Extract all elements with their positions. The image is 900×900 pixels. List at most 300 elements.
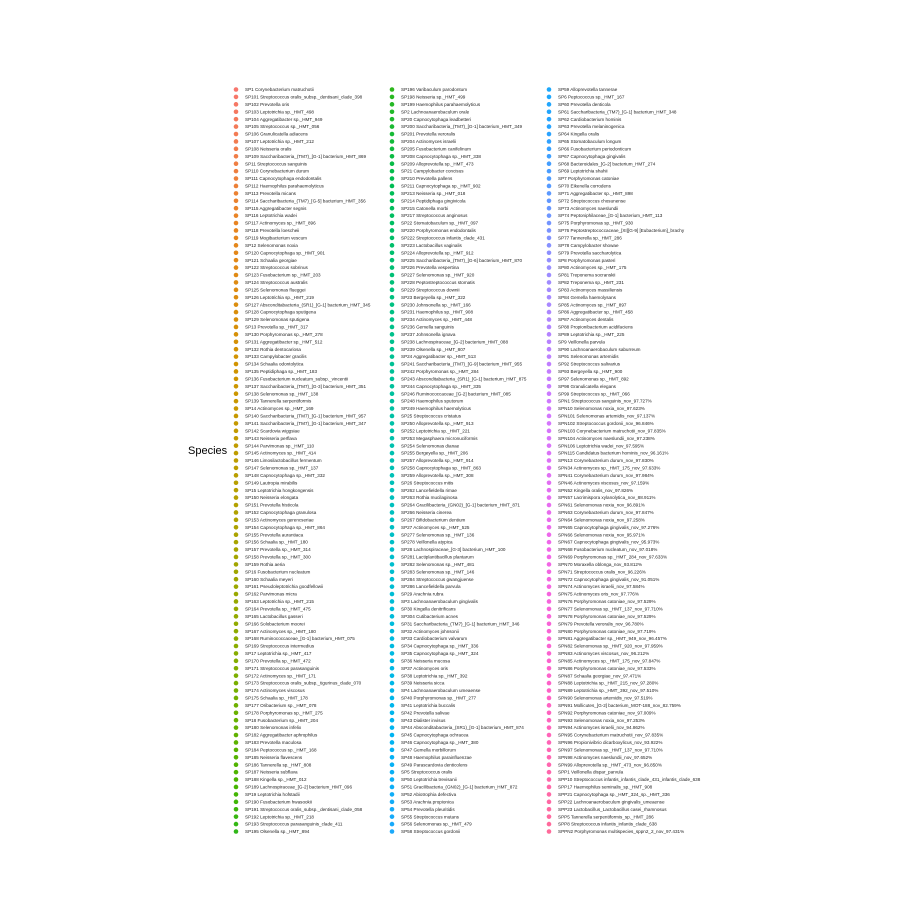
legend-key-dot [547,243,552,248]
legend-label: SP205 Fusobacterium canifelinum [401,146,471,152]
legend-key-dot [234,429,239,434]
legend-label: SP143 Neisseria perflava [245,435,297,441]
legend-label: SPN104 Actinomyces naeslundii_nov_97.238% [558,435,655,441]
legend-label: SP98 Granulicatella elegans [558,383,616,389]
legend-key-dot [234,102,239,107]
legend-key-dot [234,473,239,478]
legend-key-dot [547,258,552,263]
legend-label: SP7 Porphyromonas catoniae [558,176,620,182]
legend-key-dot [390,191,395,196]
legend-label: SPN66 Selenomonas noxia_nov_95.971% [558,532,645,538]
legend-key-dot [234,740,239,745]
legend-label: SP114 Saccharibacteria_(TM7)_[G-5] bacterium_HMT_356 [245,198,366,204]
legend-label: SP209 Alloprevotella sp._HMT_473 [401,161,474,167]
legend-key-dot [547,770,552,775]
legend-label: SP164 Prevotella sp._HMT_475 [245,606,311,612]
legend-key-dot [390,436,395,441]
legend-key-dot [390,369,395,374]
legend-label: SP24 Aggregatibacter sp._HMT_513 [401,354,476,360]
legend-key-dot [234,243,239,248]
legend-label: SPN92 Porphyromonas catoniae_nov_97.009% [558,710,656,716]
legend-key-dot [234,644,239,649]
legend-label: SP37 Actinomyces oris [401,665,448,671]
legend-key-dot [547,740,552,745]
legend-label: SP112 Haemophilus parahaemolyticus [245,183,324,189]
legend-key-dot [390,347,395,352]
legend-label: SP59 Alloprevotella tannerae [558,87,618,93]
legend-key-dot [390,199,395,204]
legend-key-dot [390,688,395,693]
legend-label: SP217 Streptococcus anginosus [401,213,468,219]
legend-label: SP230 Johnsonella sp._HMT_166 [401,302,471,308]
legend-label: SP15 Leptotrichia hongkongensis [245,487,314,493]
legend-key-dot [547,399,552,404]
legend-key-dot [547,213,552,218]
legend-key-dot [234,414,239,419]
legend-label: SP30 Kingella denitrificans [401,606,456,612]
legend-key-dot [234,703,239,708]
legend-label: SP64 Kingella oralis [558,131,600,137]
legend-key-dot [390,547,395,552]
legend-key-dot [390,87,395,92]
legend-label: SP107 Leptotrichia sp._HMT_212 [245,139,314,145]
legend-label: SP189 Lachnospiraceae_[G-2] bacterium_HMT_096 [245,784,352,790]
legend-label: SP60 Prevotella denticola [558,101,611,107]
legend-key-dot [390,762,395,767]
legend-key-dot [234,525,239,530]
legend-label: SP166 Solobacterium moorei [245,621,305,627]
legend-label: SP87 Actinomyces dentalis [558,317,614,323]
legend-label: SPN102 Streptococcus gordonii_nov_96.846% [558,421,654,426]
legend-key-dot [390,584,395,589]
legend-label: SP187 Neisseria subflava [245,769,298,775]
legend-key-dot [547,443,552,448]
legend-key-dot [234,354,239,359]
legend-key-dot [547,555,552,560]
legend-label: SPN74 Actinomyces israelii_nov_97.584% [558,584,645,590]
legend-label: SP131 Aggregatibacter sp._HMT_512 [245,339,323,345]
legend-key-dot [234,822,239,827]
legend-label: SP278 Veillonella atypica [401,539,453,545]
legend-key-dot [547,236,552,241]
legend-key-dot [547,673,552,678]
legend-label: SP109 Saccharibacteria_(TM7)_[G-1] bacterium_HMT_869 [245,153,367,159]
legend-label: SP163 Leptotrichia sp._HMT_215 [245,599,314,605]
legend-label: SP84 Gemella haemolysans [558,294,616,300]
legend-label: SPPN2 Porphyromonas multispecies_sppn2_2_nov_97.431% [558,829,685,835]
legend-label: SP85 Actinomyces sp._HMT_897 [558,302,627,308]
legend-label: SP90 Lachnoanaerobaculum saburreum [558,346,641,352]
legend-key-dot [547,132,552,137]
legend-label: SP17 Leptotrichia sp._HMT_417 [245,651,312,657]
legend-key-dot [390,169,395,174]
legend-label: SPN61 Selenomonas noxia_nov_96.891% [558,502,645,508]
legend-label: SP33 Cardiobacterium valvarum [401,636,468,642]
legend-label: SPN72 Capnocytophaga gingivalis_nov_91.051% [558,576,660,582]
legend-key-dot [547,703,552,708]
legend-key-dot [390,184,395,189]
legend-key-dot [234,199,239,204]
legend-key-dot [390,250,395,255]
legend-label: SP29 Arachnia rubra [401,591,444,597]
legend-key-dot [547,525,552,530]
legend-key-dot [390,503,395,508]
legend-key-dot [547,250,552,255]
legend-key-dot [234,443,239,448]
legend-key-dot [547,800,552,805]
legend-key-dot [234,325,239,330]
legend-key-dot [234,607,239,612]
legend-label: SP266 Neisseria cinerea [401,510,452,516]
legend-key-dot [547,199,552,204]
legend-key-dot [390,495,395,500]
legend-label: SP213 Neisseria sp._HMT_018 [401,190,466,196]
legend-label: SP108 Neisseria oralis [245,146,292,152]
legend-key-dot [547,644,552,649]
legend-label: SP11 Streptococcus sanguinis [245,161,307,167]
legend-key-dot [390,748,395,753]
legend-label: SP58 Streptococcus gordonii [401,829,461,835]
legend-label: SP83 Actinomyces massiliensis [558,287,623,293]
legend-key-dot [390,718,395,723]
legend-label: SP184 Peptococcus sp._HMT_168 [245,747,317,753]
legend-key-dot [234,829,239,834]
legend-key-dot [390,532,395,537]
legend-label: SPN82 Selenomonas sp._HMT_920_nov_97.959% [558,643,663,649]
legend-key-dot [390,243,395,248]
legend-key-dot [390,710,395,715]
legend-label: SP129 Selenomonas sputigena [245,317,310,323]
legend-label: SP155 Prevotella aurantiaca [245,532,304,538]
legend-key-dot [234,659,239,664]
legend-label: SPN52 Kingella oralis_nov_97.826% [558,487,634,493]
legend-key-dot [390,562,395,567]
legend-key-dot [390,354,395,359]
legend-key-dot [234,258,239,263]
legend-key-dot [390,362,395,367]
legend-key-dot [390,154,395,159]
legend-label: SP136 Fusobacterium nucleatum_subsp._vincentii [245,376,349,382]
legend-label: SP259 Alloprevotella sp._HMT_308 [401,472,474,478]
legend-label: SP183 Prevotella maculosa [245,740,302,746]
legend-label: SP258 Capnocytophaga sp._HMT_863 [401,465,481,471]
legend-label: SP243 Absconditabacteria_(SR1)_[G-1] bacterium_HMT_875 [401,376,527,382]
legend-label: SP246 Ruminococcaceae_[G-2] bacterium_HMT_085 [401,391,511,397]
legend-label: SP127 Absconditabacteria_(SR1)_[G-1] bacterium_HMT_345 [245,302,371,308]
legend-label: SP215 Catonella morbi [401,205,449,211]
legend-key-dot [234,696,239,701]
legend-label: SP106 Granulicatella adiacens [245,131,308,137]
legend-label: SP249 Haemophilus haemolyticus [401,406,471,412]
legend-key-dot [234,480,239,485]
legend-key-dot [234,532,239,537]
legend-label: SPN77 Selenomonas sp._HMT_137_nov_97.710% [558,606,663,612]
legend-key-dot [234,213,239,218]
legend-key-dot [390,518,395,523]
legend-label: SP157 Prevotella sp._HMT_314 [245,547,311,553]
legend-label: SP177 Oribacterium sp._HMT_078 [245,702,317,708]
legend-key-dot [547,191,552,196]
legend-label: SPN95 Corynebacterium matruchotii_nov_97.835% [558,732,664,738]
legend-key-dot [390,814,395,819]
legend-key-dot [547,377,552,382]
legend-label: SPP10 Streptococcus infantis_infantis_clade_431_infantis_clade_638 [558,777,701,783]
legend-key-dot [234,688,239,693]
legend-label: SPN75 Actinomyces oris_nov_97.776% [558,591,639,597]
legend-key-dot [234,636,239,641]
legend-label: SP224 Alloprevotella sp._HMT_912 [401,250,474,256]
legend-label: SP244 Capnocytophaga sp._HMT_335 [401,383,481,389]
legend-label: SP65 Stomatobaculum longum [558,139,622,145]
legend-title: Species [188,445,228,457]
legend-label: SP195 Olsenella sp._HMT_894 [245,829,310,835]
legend-key-dot [547,629,552,634]
legend-label: SP48 Haemophilus parainfluenzae [401,754,472,760]
legend-key-dot [547,95,552,100]
legend-key-dot [390,792,395,797]
legend-label: SPP8 Streptococcus infantis_infantis_clade_638 [558,821,657,827]
legend-label: SP172 Actinomyces sp._HMT_171 [245,673,316,679]
legend-label: SP126 Leptotrichia sp._HMT_219 [245,294,314,300]
legend-key-dot [547,295,552,300]
legend-key-dot [234,391,239,396]
legend-key-dot [390,480,395,485]
legend-label: SPN1 Streptococcus sanguinis_nov_97.727% [558,398,652,404]
legend-label: SP91 Selenomonas artemidis [558,354,619,360]
legend-label: SP175 Schaalia sp._HMT_178 [245,695,308,701]
legend-label: SP145 Actinomyces sp._HMT_414 [245,450,316,456]
legend-key-dot [234,273,239,278]
legend-label: SPN80 Porphyromonas catoniae_nov_97.719% [558,628,656,634]
legend-key-dot [547,547,552,552]
legend-label: SP1 Corynebacterium matruchotii [245,87,314,93]
legend-label: SPN93 Selenomonas noxia_nov_97.253% [558,717,645,723]
legend-key-dot [234,651,239,656]
legend-key-dot [234,132,239,137]
legend-key-dot [547,473,552,478]
legend-label: SP144 Parvimonas sp._HMT_110 [245,443,315,449]
legend-key-dot [547,792,552,797]
legend-key-dot [390,651,395,656]
legend-label: SP61 Saccharibacteria_(TM7)_[G-1] bacterium_HMT_348 [558,109,677,115]
legend-label: SP150 Neisseria elongata [245,495,299,501]
legend-key-dot [547,325,552,330]
legend-label: SPP23 Lactobacillus_Lactobacillus casei_rhamnosus [558,806,667,812]
legend-key-dot [390,703,395,708]
legend-label: SP220 Porphyromonas endodontalis [401,228,476,234]
legend-key-dot [547,540,552,545]
legend-label: SP102 Prevotella oris [245,101,290,107]
legend-label: SP38 Leptotrichia sp._HMT_392 [401,673,468,679]
legend-label: SP92 Streptococcus salivarius [558,361,621,367]
legend-label: SP46 Capnocytophaga sp._HMT_380 [401,740,479,746]
legend-key-dot [234,265,239,270]
legend-label: SP117 Actinomyces sp._HMT_896 [245,220,316,226]
legend-key-dot [234,599,239,604]
legend-label: SP229 Streptococcus downii [401,287,460,293]
legend-label: SP3 Lachnoanaerobaculum gingivalis [401,599,478,605]
legend-label: SPN69 Porphyromonas sp._HMT_284_nov_97.633% [558,554,668,560]
legend-key-dot [390,577,395,582]
legend-key-dot [390,659,395,664]
legend-label: SPN13 Corynebacterium durum_nov_97.830% [558,458,654,464]
legend-key-dot [234,288,239,293]
legend-label: SP80 Actinomyces sp._HMT_175 [558,265,627,271]
legend-key-dot [547,562,552,567]
legend-label: SP237 Johnsonella ignava [401,331,456,337]
legend-key-dot [234,592,239,597]
legend-label: SP149 Lautropia mirabilis [245,480,298,486]
legend-label: SP186 Tannerella sp._HMT_808 [245,762,312,768]
legend-key-dot [234,339,239,344]
legend-key-dot [234,614,239,619]
legend-key-dot [547,636,552,641]
legend-label: SP104 Aggregatibacter sp._HMT_949 [245,116,323,122]
legend-label: SPN89 Leptotrichia sp._HMT_392_nov_97.510% [558,688,659,694]
legend-label: SPN96 Propionivibrio dicarboxylicus_nov_93.922% [558,740,663,746]
legend-label: SP282 Selenomonas sp._HMT_481 [401,561,475,567]
legend-key-dot [547,762,552,767]
legend-label: SP263 Rothia mucilaginosa [401,495,458,501]
legend-label: SP281 Lactiplantibacillus plantarum [401,554,474,560]
legend-key-dot [234,503,239,508]
legend-key-dot [234,673,239,678]
legend-label: SP77 Tannerella sp._HMT_286 [558,235,622,241]
legend-label: SP56 Selenomonas sp._HMT_479 [401,821,472,827]
legend-key-dot [390,466,395,471]
legend-label: SP211 Capnocytophaga sp._HMT_902 [401,183,481,189]
legend-key-dot [547,369,552,374]
legend-key-dot [547,302,552,307]
legend-key-dot [234,510,239,515]
legend-label: SPN70 Moraxella oblonga_nov_93.812% [558,561,643,567]
legend-label: SPN63 Corynebacterium durum_nov_97.847% [558,510,654,516]
legend-label: SP45 Capnocytophaga ochracea [401,732,469,738]
legend-label: SP111 Capnocytophaga endodontalis [245,176,322,182]
legend-key-dot [547,332,552,337]
legend-key-dot [390,807,395,812]
legend-key-dot [547,777,552,782]
legend-label: SP68 Bacteroidales_[G-2] bacterium_HMT_274 [558,161,656,167]
legend-label: SP236 Gemella sanguinis [401,324,454,330]
legend-key-dot [234,540,239,545]
legend-label: SP138 Selenomonas sp._HMT_138 [245,391,319,397]
legend-label: SP121 Schaalia georgiae [245,257,297,263]
legend-label: SP140 Saccharibacteria_(TM7)_[G-1] bacterium_HMT_957 [245,413,367,419]
legend-label: SP304 Cutibacterium acnes [401,613,458,619]
legend-key-dot [234,206,239,211]
legend-label: SP71 Aggregatibacter sp._HMT_898 [558,190,633,196]
legend-label: SP146 Limosilactobacillus fermentum [245,458,322,464]
legend-key-dot [390,236,395,241]
legend-label: SP103 Leptotrichia sp._HMT_498 [245,109,314,115]
legend-label: SP162 Parvimonas micra [245,591,297,597]
legend-key-dot [234,814,239,819]
legend-key-dot [390,213,395,218]
legend-label: SPN10 Selenomonas noxia_nov_97.623% [558,406,645,412]
legend-key-dot [547,288,552,293]
legend-key-dot [547,384,552,389]
legend-key-dot [390,384,395,389]
legend-columns [234,87,701,834]
legend-key-dot [234,710,239,715]
legend-label: SP75 Porphyromonas sp._HMT_930 [558,220,634,226]
legend-label: SP208 Capnocytophaga sp._HMT_338 [401,153,481,159]
legend-label: SP154 Capnocytophaga sp._HMT_864 [245,524,325,530]
legend-key-dot [547,710,552,715]
legend-key-dot [390,132,395,137]
legend-label: SP25 Streptococcus cristatus [401,413,462,419]
legend-label: SP51 Gracilibacteria_(GN02)_[G-1] bacterium_HMT_872 [401,784,518,790]
legend-label: SP223 Lactobacillus vaginalis [401,242,462,248]
legend-label: SP139 Tannerella serpentiformis [245,398,312,404]
legend-key-dot [547,748,552,753]
legend-label: SP115 Aggregatibacter segnis [245,205,307,211]
legend-label: SP147 Selenomonas sp._HMT_137 [245,465,319,471]
legend-label: SPN76 Porphyromonas catoniae_nov_97.529% [558,599,656,605]
legend-key-dot [547,458,552,463]
legend-label: SP26 Streptococcus mitis [401,480,454,486]
legend-label: SP41 Leptotrichia buccalis [401,702,456,708]
legend-label: SP40 Porphyromonas sp._HMT_277 [401,695,477,701]
legend-label: SP69 Leptotrichia shahii [558,168,608,174]
legend-label: SP124 Streptococcus australis [245,280,308,286]
legend-key-dot [547,488,552,493]
legend-key-dot [390,288,395,293]
legend-label: SP49 Parascardovia denticolens [401,762,468,768]
legend-label: SP31 Saccharibacteria_(TM7)_[G-1] bacterium_HMT_346 [401,621,520,627]
legend-key-dot [390,443,395,448]
legend-label: SP4 Lachnoanaerobaculum umeaense [401,688,481,694]
legend-label: SP76 Peptostreptococcaceae_[XI][G-9] [Eubacterium]_brachy [558,228,685,234]
legend-key-dot [390,139,395,144]
legend-key-dot [234,718,239,723]
legend-key-dot [234,807,239,812]
legend-label: SP161 Pseudoleptotrichia goodfellowii [245,584,324,590]
legend-label: SP62 Cardiobacterium hominis [558,116,622,122]
legend-key-dot [547,592,552,597]
legend-key-dot [547,310,552,315]
legend-label: SP133 Campylobacter gracilis [245,354,307,360]
legend-label: SP234 Actinomyces sp._HMT_448 [401,317,472,323]
legend-key-dot [234,236,239,241]
legend-key-dot [390,325,395,330]
legend-key-dot [390,733,395,738]
legend-label: SP42 Prevotella salivae [401,710,450,716]
legend-key-dot [234,755,239,760]
legend-key-dot [234,629,239,634]
legend-label: SP47 Gemella morbillorum [401,747,456,753]
legend-key-dot [547,518,552,523]
legend-key-dot [390,339,395,344]
legend-label: SP182 Aggregatibacter aphrophilus [245,732,318,738]
legend-label: SPP22 Lachnoanaerobaculum gingivalis_umeaense [558,799,665,805]
legend-key-dot [234,770,239,775]
legend-key-dot [390,451,395,456]
legend-key-dot [234,466,239,471]
legend-key-dot [390,273,395,278]
legend-label: SPN68 Fusobacterium nucleatum_nov_97.018% [558,547,658,553]
legend-key-dot [390,95,395,100]
legend-label: SP242 Porphyromonas sp._HMT_284 [401,369,479,375]
legend-label: SP122 Streptococcus sobrinus [245,265,308,271]
legend-label: SPN78 Porphyromonas catoniae_nov_97.529% [558,613,656,619]
legend-label: SP105 Streptococcus sp._HMT_056 [245,124,320,130]
legend-label: SP72 Streptococcus chosunense [558,198,626,204]
legend-key-dot [547,139,552,144]
legend-key-dot [390,377,395,382]
legend-label: SP198 Neisseria sp._HMT_499 [401,94,466,100]
